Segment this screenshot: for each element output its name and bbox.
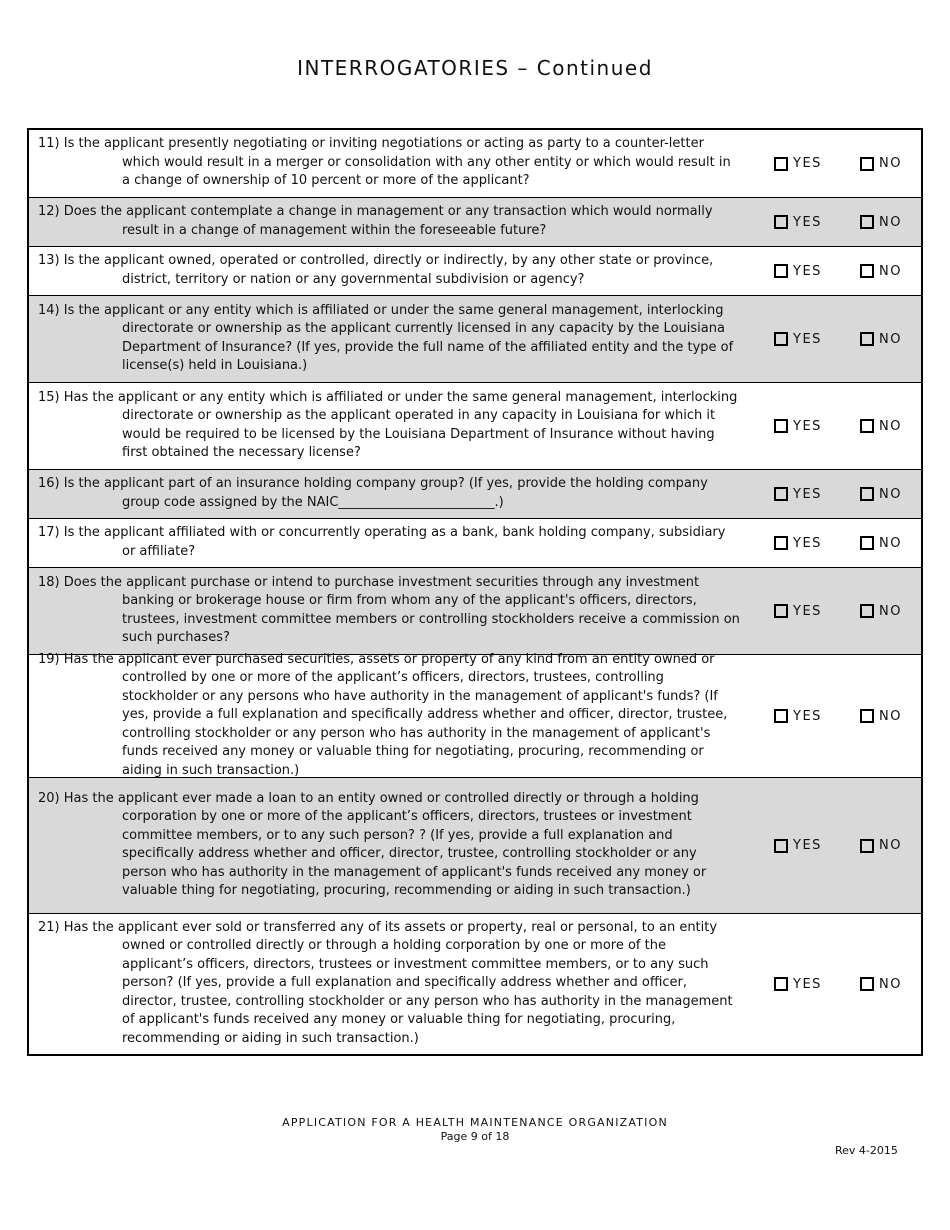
question-text <box>29 917 749 1052</box>
question-number: 20) <box>38 790 60 806</box>
question-row-15 <box>29 382 921 469</box>
yes-label: YES <box>793 486 822 502</box>
yes-label: YES <box>793 708 822 724</box>
no-choice[interactable] <box>847 215 921 230</box>
no-label: NO <box>879 838 902 853</box>
yes-checkbox[interactable] <box>774 419 788 433</box>
yes-label: YES <box>793 156 822 171</box>
question-row-16 <box>29 469 921 518</box>
no-label: NO <box>879 535 902 551</box>
yes-checkbox[interactable] <box>774 264 788 278</box>
yes-checkbox[interactable] <box>774 215 788 229</box>
no-choice[interactable] <box>847 264 921 279</box>
no-choice[interactable] <box>847 487 921 502</box>
question-text <box>29 387 749 466</box>
no-choice[interactable] <box>847 604 921 619</box>
yes-checkbox[interactable] <box>774 332 788 346</box>
question-number: 19) <box>38 651 60 667</box>
no-label: NO <box>879 418 902 434</box>
question-number: 16) <box>38 476 60 491</box>
question-text <box>29 473 749 515</box>
no-checkbox[interactable] <box>860 536 874 550</box>
no-checkbox[interactable] <box>860 264 874 278</box>
question-body: Is the applicant part of an insurance holding company group? (If yes, provide the holding company group code assigned by the NAIC________________________.) <box>59 476 708 510</box>
question-body: Is the applicant or any entity which is affiliated or under the same general management, interlocking directorate or ownership as the applicant currently licensed in any capacity by the Louisiana Department of Insurance? (If yes, provide the full name of the affiliated entity and the type of license(s) held in Louisiana.) <box>63 302 734 373</box>
no-checkbox[interactable] <box>860 419 874 433</box>
question-number: 12) <box>38 204 60 219</box>
question-number: 21) <box>38 919 60 935</box>
no-checkbox[interactable] <box>860 157 874 171</box>
question-text <box>29 300 749 379</box>
question-body: Has the applicant ever purchased securities, assets or property of any kind from an entity owned or controlled by one or more of the applicant’s officers, directors, trustees, controlling stockholder or any persons who have authority in the management of applicant's funds? (If yes, provide a full explanation and specifically address whether and officer, director, trustee, controlling stockholder or any person who has authority in the management of applicant's funds received any money or valuable thing for negotiating, procuring, recommending or aiding in such transaction.) <box>63 651 728 778</box>
no-choice[interactable] <box>847 536 921 551</box>
yes-choice[interactable] <box>749 264 847 279</box>
yes-choice[interactable] <box>749 215 847 230</box>
question-body: Has the applicant ever made a loan to an entity owned or controlled directly or through a holding corporation by one or more of the applicant’s officers, directors, trustees or investment committee members, or to any such person? ? (If yes, provide a full explanation and specifically address whether and officer, director, trustee, controlling stockholder or any person who has authority in the management of applicant's funds received any money or valuable thing for negotiating, procuring, recommending or aiding in such transaction.) <box>63 790 707 898</box>
question-row-21 <box>29 913 921 1054</box>
no-choice[interactable] <box>847 419 921 434</box>
no-checkbox[interactable] <box>860 332 874 346</box>
question-row-14 <box>29 295 921 382</box>
yes-checkbox[interactable] <box>774 709 788 723</box>
question-body: Does the applicant purchase or intend to purchase investment securities through any investment banking or brokerage house or firm from whom any of the applicant's officers, directors, trustees, investment committee members or controlling stockholders receive a commission on such purchases? <box>63 574 740 645</box>
question-body: Has the applicant ever sold or transferred any of its assets or property, real or personal, to an entity owned or controlled directly or through a holding corporation by one or more of the applicant’s officers, directors, trustees or investment committee members, or to any such person? (If yes, provide a full explanation and specifically address whether and officer, director, trustee, controlling stockholder or any person who has authority in the management of applicant's funds received any money or valuable thing for negotiating, procuring, recommending or aiding in such transaction.) <box>63 919 733 1046</box>
no-choice[interactable] <box>847 977 921 992</box>
yes-label: YES <box>793 603 822 619</box>
question-row-13 <box>29 246 921 295</box>
question-text <box>29 522 749 564</box>
yes-checkbox[interactable] <box>774 157 788 171</box>
question-body: Is the applicant affiliated with or concurrently operating as a bank, bank holding company, subsidiary or affiliate? <box>63 525 726 559</box>
no-choice[interactable] <box>847 156 921 171</box>
yes-checkbox[interactable] <box>774 839 788 853</box>
question-number: 14) <box>38 302 60 318</box>
question-number: 15) <box>38 389 60 405</box>
yes-choice[interactable] <box>749 332 847 347</box>
question-number: 11) <box>38 136 60 152</box>
no-label: NO <box>879 603 902 619</box>
yes-label: YES <box>793 418 822 434</box>
yes-checkbox[interactable] <box>774 487 788 501</box>
question-row-20 <box>29 777 921 913</box>
no-label: NO <box>879 331 902 347</box>
yes-choice[interactable] <box>749 487 847 502</box>
no-label: NO <box>879 263 902 279</box>
question-text <box>29 201 749 243</box>
question-number: 17) <box>38 525 60 540</box>
no-checkbox[interactable] <box>860 709 874 723</box>
yes-label: YES <box>793 535 822 551</box>
question-body: Does the applicant contemplate a change in management or any transaction which would normally result in a change of management within the foreseeable future? <box>63 204 713 238</box>
question-text <box>29 250 749 292</box>
yes-checkbox[interactable] <box>774 604 788 618</box>
page-title: INTERROGATORIES – Continued <box>297 56 653 80</box>
yes-label: YES <box>793 976 822 992</box>
no-checkbox[interactable] <box>860 977 874 991</box>
yes-label: YES <box>793 214 822 230</box>
no-label: NO <box>879 708 902 724</box>
question-body: Is the applicant presently negotiating or inviting negotiations or acting as party to a counter-letter which would result in a merger or consolidation with any other entity or which would result in a change of ownership of 10 percent or more of the applicant? <box>59 136 731 189</box>
yes-checkbox[interactable] <box>774 536 788 550</box>
yes-label: YES <box>793 331 822 347</box>
yes-checkbox[interactable] <box>774 977 788 991</box>
yes-choice[interactable] <box>749 156 847 171</box>
yes-choice[interactable] <box>749 604 847 619</box>
question-row-18 <box>29 567 921 654</box>
question-text <box>29 572 749 651</box>
question-number: 13) <box>38 253 60 268</box>
question-row-11 <box>29 130 921 197</box>
no-checkbox[interactable] <box>860 487 874 501</box>
yes-label: YES <box>793 838 822 853</box>
yes-choice[interactable] <box>749 838 847 853</box>
question-number: 18) <box>38 574 60 590</box>
no-checkbox[interactable] <box>860 839 874 853</box>
no-checkbox[interactable] <box>860 215 874 229</box>
no-label: NO <box>879 214 902 230</box>
question-row-19 <box>29 651 921 778</box>
question-body: Is the applicant owned, operated or controlled, directly or indirectly, by any other state or province, district, territory or nation or any governmental subdivision or agency? <box>63 253 714 287</box>
question-row-12 <box>29 197 921 246</box>
question-text <box>29 649 749 784</box>
footer-form-title: APPLICATION FOR A HEALTH MAINTENANCE ORGANIZATION <box>282 1116 668 1129</box>
yes-choice[interactable] <box>749 419 847 434</box>
yes-label: YES <box>793 263 822 279</box>
yes-choice[interactable] <box>749 977 847 992</box>
question-body: Has the applicant or any entity which is affiliated or under the same general management, interlocking directorate or ownership as the applicant operated in any capacity in Louisiana for which it would be required to be licensed by the Louisiana Department of Insurance without having first obtained the necessary license? <box>63 389 738 460</box>
question-text <box>29 788 749 904</box>
no-label: NO <box>879 156 902 171</box>
no-choice[interactable] <box>847 709 921 724</box>
question-row-17 <box>29 518 921 567</box>
no-choice[interactable] <box>847 838 921 853</box>
question-text <box>29 133 749 194</box>
interrogatories-table <box>27 128 923 1056</box>
yes-choice[interactable] <box>749 536 847 551</box>
no-checkbox[interactable] <box>860 604 874 618</box>
no-choice[interactable] <box>847 332 921 347</box>
footer-page-number: Page 9 of 18 <box>440 1130 510 1143</box>
yes-choice[interactable] <box>749 709 847 724</box>
no-label: NO <box>879 486 902 502</box>
footer-revision: Rev 4-2015 <box>835 1144 898 1157</box>
no-label: NO <box>879 976 902 992</box>
